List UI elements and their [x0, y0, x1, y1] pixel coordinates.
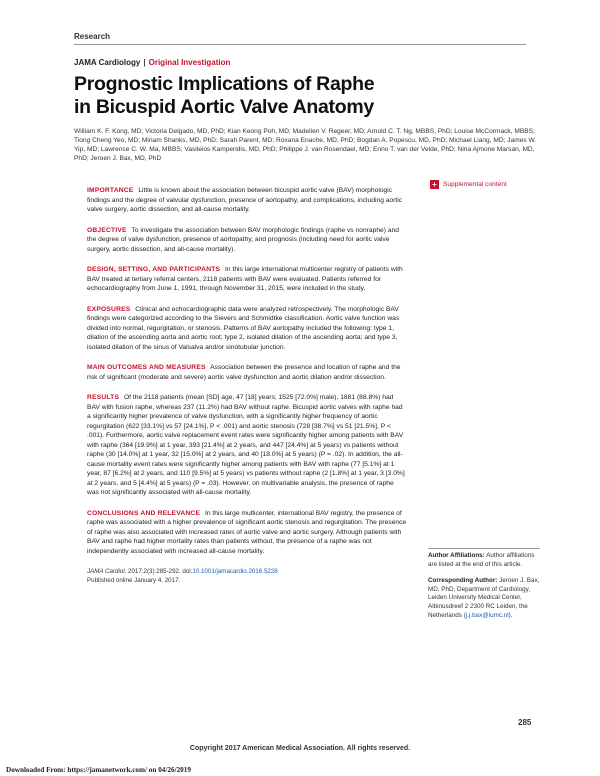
abstract-heading: RESULTS — [87, 394, 120, 401]
published-date: Published online January 4, 2017. — [87, 577, 181, 584]
abstract-results — [87, 393, 407, 498]
doi-link[interactable]: 10.1001/jamacardio.2016.5228 — [192, 568, 278, 575]
abstract-importance — [87, 186, 407, 215]
sidebar-rule — [428, 548, 540, 549]
abstract-heading: EXPOSURES — [87, 305, 131, 313]
plus-box-icon: + — [430, 180, 439, 189]
supplemental-content-link[interactable] — [430, 180, 507, 189]
page-number: 285 — [518, 718, 532, 727]
journal-name: JAMA Cardiology — [74, 58, 141, 67]
abstract-objective — [87, 226, 407, 255]
affiliations-label: Author Affiliations: — [428, 552, 485, 559]
corresponding-text: Jeroen J. Bax, MD, PhD, Department of Cardiology, Leiden University Medical Center, Albinusdreef 2 2300 RC Leiden, the Netherlands — [428, 577, 540, 619]
section-label: Research — [74, 32, 111, 41]
title-line-2: in Bicuspid Aortic Valve Anatomy — [74, 96, 374, 118]
abstract-exposures — [87, 305, 407, 353]
abstract-text: In this large multicenter, international BAV registry, the presence of raphe was associated with a higher prevalence of significant aortic stenosis and regurgitation. The presence of raphe was also associated with increased rates of aortic valve and aortic surgery. Although patients with BAV and raphe had higher mortality rates than patients without, the presence of a raphe was not independently associated with increased all-cause mortality. — [87, 509, 407, 555]
abstract-design — [87, 265, 407, 294]
abstract-text: Of the 2118 patients (mean [SD] age, 47 [18] years; 1525 [72.0%] male), 1881 (88.8%) had BAV with fusion raphe, whereas 237 (11.2%) had BAV without raphe. Bicuspid aortic valves with raphe had a significantly higher prevalence of valve dysfunction, with a significantly higher frequency of aortic regurgitation (622 [33.1%] vs 57 [24.1%], P < .001) and aortic stenosis (728 [38.7%] vs 51 [21.5%], P < .001). Furthermore, aortic valve replacement event rates were significantly higher among patients with BAV with raphe (364 [19.9%] at 1 year, 393 [21.4%] at 2 years, and 447 [24.4%] at 5 years) vs patients without raphe (30 [14.0%] at 1 year, 32 [15.0%] at 2 years, and 40 [18.0%] at 5 years) (P = .02). In addition, the all-cause mortality event rates were significantly higher among patients with BAV with raphe (77 [5.1%] at 1 year, 87 [6.2%] at 2 years, and 110 [9.5%] at 5 years) vs patients without raphe (2 [1.8%] at 1 year, 3 [3.0%] at 2 years, and 5 [4.4%] at 5 years) (P = .03). However, on multivariable analysis, the presence of raphe was not significantly associated with all-cause mortality. — [87, 394, 405, 496]
title-line-1: Prognostic Implications of Raphe — [74, 73, 375, 95]
abstract-text: Association between the presence and location of raphe and the risk of significant (moderate and severe) aortic valve dysfunction and aortic dilation and/or dissection. — [87, 364, 401, 381]
author-list: William K. F. Kong, MD; Victoria Delgado, MD, PhD; Kian Keong Poh, MD; Madelien V. Regeer, MD; Arnold C. T. Ng, MBBS, PhD; Louise McCormack, MBBS; Tiong Cheng Yeo, MD; Miriam Shanks, MD, PhD; Sarah Parent, MD; Roxana Enache, MD, PhD; Bogdan A. Popescu, MD, PhD; Michael Liang, MD; James W. Yip, MD; Lawrence C. W. Ma, MBBS; Vasileios Kamperidis, MD, PhD; Philippe J. van Rosendael, MD; Enno T. van der Velde, PhD; Nina Ajmone Marsan, MD, PhD; Jeroen J. Bax, MD, PhD — [74, 128, 537, 162]
copyright-notice: Copyright 2017 American Medical Association. All rights reserved. — [189, 745, 411, 752]
citation-journal: JAMA Cardiol. — [87, 568, 127, 575]
journal-line — [74, 58, 230, 67]
article-type: Original Investigation — [148, 58, 231, 67]
abstract-heading: DESIGN, SETTING, AND PARTICIPANTS — [87, 266, 221, 273]
corresponding-label: Corresponding Author: — [428, 577, 498, 585]
abstract-heading: MAIN OUTCOMES AND MEASURES — [87, 364, 206, 371]
abstract-text: To investigate the association between BAV morphologic findings (raphe vs nonraphe) and the degree of valve dysfunction, presence of aortopathy, and prognosis (including need for aortic valve surgery, aortic dissection, and all-cause mortality). — [87, 226, 400, 253]
header-rule — [74, 44, 526, 45]
abstract — [87, 186, 407, 585]
abstract-heading: OBJECTIVE — [87, 226, 127, 234]
abstract-text: Little is known about the association between bicuspid aortic valve (BAV) morphologic findings and the degree of valvular dysfunction, presence of aortopathy, and complications, including aortic valve surgery, aortic dissection, and all-cause mortality. — [87, 187, 403, 213]
abstract-outcomes — [87, 363, 407, 382]
author-sidebar — [428, 548, 540, 628]
supplemental-label: Supplemental content — [443, 181, 507, 188]
abstract-text: In this large international multicenter registry of patients with BAV treated at tertiary referral centers, 2118 patients with BAV were evaluated. Patients referred for echocardiography from June 1, 1991, through November 31, 2015, were included in the study. — [87, 266, 403, 292]
abstract-conclusions — [87, 509, 407, 557]
citation — [87, 567, 407, 585]
email-link[interactable]: j.j.bax@lumc.nl — [465, 611, 509, 619]
affiliations-text: Author affiliations are listed at the end of this article. — [428, 552, 535, 568]
abstract-text: Clinical and echocardiographic data were analyzed retrospectively. The morphologic BAV findings were categorized according to the Sievers and Schmidtke classification. Aortic valve function was divided into normal, regurgitation, or stenosis. Patterns of BAV aortopathy included the following: type 1, dilation of the ascending aorta and aortic root; type 2, isolated dilation of the ascending aorta; and type 3, isolated dilation of the sinus of Valsalva and/or sinotubular junction. — [87, 305, 400, 351]
article-title — [74, 73, 534, 119]
corresponding-author: Corresponding Author: Jeroen J. Bax, MD, PhD, Department of Cardiology, Leiden University Medical Center, Albinusdreef 2 2300 RC Leiden, the Netherlands (j.j.bax@lumc.nl). — [428, 577, 540, 619]
abstract-heading: IMPORTANCE — [87, 187, 134, 194]
citation-ref: 2017;2(3):285-292. doi: — [128, 568, 193, 575]
journal-separator: | — [143, 58, 146, 67]
download-notice: Downloaded From: https://jamanetwork.com/ on 04/26/2019 — [6, 766, 191, 774]
author-affiliations — [428, 552, 540, 569]
abstract-heading: CONCLUSIONS AND RELEVANCE — [87, 509, 201, 517]
